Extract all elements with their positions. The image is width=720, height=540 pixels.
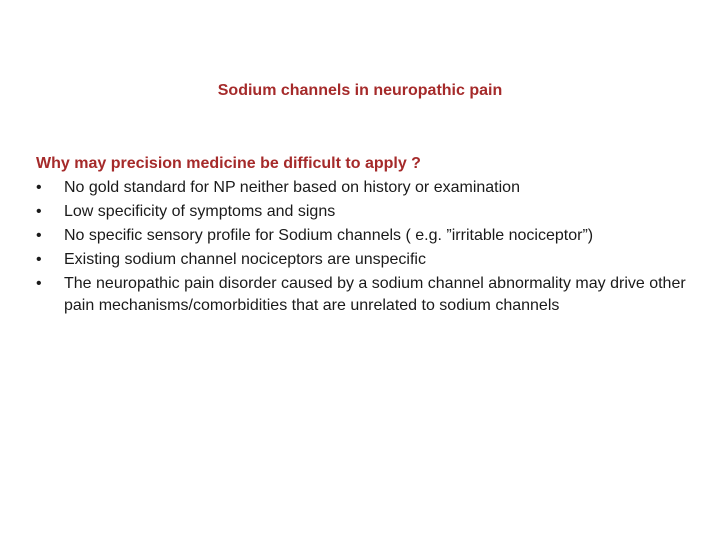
slide-title: Sodium channels in neuropathic pain xyxy=(217,82,503,99)
bullet-text: Low specificity of symptoms and signs xyxy=(64,203,336,220)
bullet-text: No specific sensory profile for Sodium channels ( e.g. ”irritable nociceptor”) xyxy=(64,227,594,244)
slide-content xyxy=(36,153,696,319)
bullet-item xyxy=(36,225,696,247)
bullet-item xyxy=(36,273,696,317)
bullet-item xyxy=(36,249,696,271)
bullet-item xyxy=(36,201,696,223)
bullet-dot-icon: • xyxy=(36,275,42,292)
bullet-dot-icon: • xyxy=(36,179,42,196)
bullet-dot-icon: • xyxy=(36,203,42,220)
bullet-list xyxy=(36,177,696,317)
bullet-text: No gold standard for NP neither based on history or examination xyxy=(64,179,520,196)
bullet-dot-icon: • xyxy=(36,251,42,268)
bullet-item xyxy=(36,177,696,199)
bullet-text: The neuropathic pain disorder caused by a sodium channel abnormality may drive other pain mechanisms/comorbidities that are unrelated to sodium channels xyxy=(64,275,686,314)
question-heading: Why may precision medicine be difficult to apply ? xyxy=(36,155,421,172)
bullet-dot-icon: • xyxy=(36,227,42,244)
bullet-text: Existing sodium channel nociceptors are unspecific xyxy=(64,251,426,268)
